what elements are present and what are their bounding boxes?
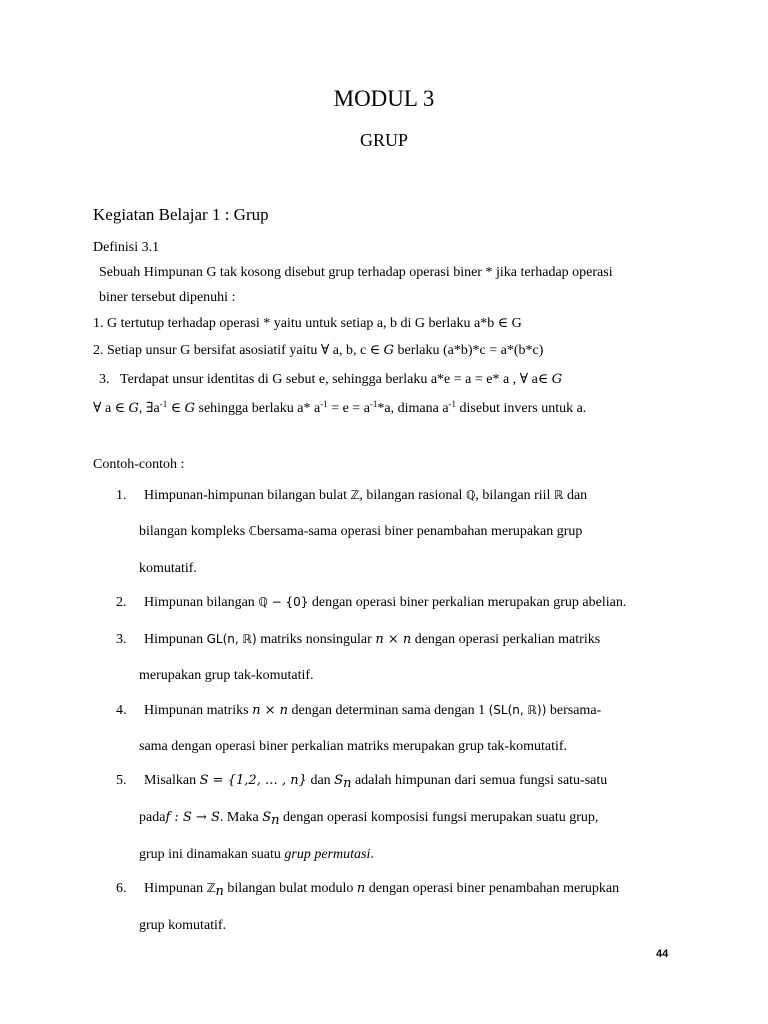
rationals-symbol: ℚ [465, 488, 476, 502]
example-5 [116, 773, 607, 789]
example-text: pada [139, 810, 166, 825]
page-title: MODUL 3 [333, 86, 435, 111]
example-5-line-2 [139, 810, 598, 826]
axiom-associativity [93, 342, 543, 359]
inverse-superscript: -1 [448, 399, 457, 409]
example-6-line-2: grup komutatif. [139, 918, 227, 933]
axiom-associativity-text-a: 2. Setiap unsur G bersifat asosiatif yaitu ∀ a, b, c ∈ [93, 343, 384, 358]
math-expression: S = {1,2, … , n} [199, 773, 307, 788]
example-text: bersama- [546, 703, 602, 718]
example-text: bilangan bulat modulo [223, 881, 357, 896]
set-g-symbol: G [551, 372, 563, 387]
example-5-line-3 [139, 847, 374, 863]
math-expression: (SL(n, ℝ)) [488, 703, 547, 717]
inverse-text-2: , ∃a [138, 401, 160, 416]
inverse-superscript: -1 [159, 399, 168, 409]
example-text: grup ini dinamakan suatu [139, 847, 285, 862]
example-number: 2. [116, 595, 127, 610]
definition-intro-line-1: Sebuah Himpunan G tak kosong disebut grup terhadap operasi biner * jika terhadap operasi [99, 265, 613, 280]
math-subscript: n [343, 776, 352, 791]
axiom-identity-text: Terdapat unsur identitas di G sebut e, sehingga berlaku a*e = a = e* a , ∀ a∈ [120, 372, 552, 387]
example-text: Himpunan matriks [144, 703, 253, 718]
math-expression: ℚ − {0} [258, 595, 309, 609]
math-expression: n × n [375, 632, 412, 647]
complex-symbol: ℂ [248, 524, 258, 538]
inverse-text-7: disebut invers untuk a. [456, 401, 587, 416]
math-expression: S [262, 810, 272, 825]
example-number: 3. [116, 632, 127, 647]
example-text: dengan operasi perkalian matriks [411, 632, 601, 647]
example-text: Himpunan [144, 881, 207, 896]
example-1-line-2 [139, 524, 582, 540]
axiom-inverse [93, 400, 586, 417]
math-expression: n [356, 881, 366, 896]
example-text: . Maka [219, 810, 263, 825]
example-number: 1. [116, 488, 127, 503]
example-text: bersama-sama operasi biner penambahan merupakan grup [257, 524, 583, 539]
example-text: Misalkan [144, 773, 200, 788]
example-3-line-2: merupakan grup tak-komutatif. [139, 668, 314, 683]
example-text: Himpunan-himpunan bilangan bulat [144, 488, 351, 503]
integers-symbol: ℤ [206, 881, 216, 895]
example-text: dan [306, 773, 335, 788]
inverse-text-5: = e = a [327, 401, 370, 416]
inverse-text-1: ∀ a ∈ [93, 401, 129, 416]
set-g-symbol: G [383, 343, 394, 358]
inverse-text-4: sehingga berlaku a* a [195, 401, 321, 416]
page-subtitle: GRUP [359, 130, 408, 150]
math-expression: n × n [252, 703, 289, 718]
example-text: dengan operasi komposisi fungsi merupakan suatu grup, [279, 810, 599, 825]
examples-heading: Contoh-contoh : [93, 457, 185, 472]
emphasized-term: grup permutasi [284, 847, 371, 862]
example-text: , bilangan riil [475, 488, 554, 503]
example-number: 4. [116, 703, 127, 718]
example-text: bilangan kompleks [139, 524, 249, 539]
inverse-superscript: -1 [369, 399, 378, 409]
axiom-associativity-text-b: berlaku (a*b)*c = a*(b*c) [393, 343, 544, 358]
axiom-identity [99, 371, 562, 388]
math-subscript: n [215, 884, 224, 899]
inverse-text-6: *a, dimana a [377, 401, 449, 416]
example-text: dengan operasi biner perkalian merupakan grup abelian. [308, 595, 627, 610]
example-text: Himpunan [144, 632, 207, 647]
set-g-symbol: G [128, 401, 139, 416]
axiom-identity-number: 3. [99, 372, 110, 387]
example-1-line-3: komutatif. [139, 561, 197, 576]
example-text: matriks nonsingular [256, 632, 376, 647]
example-1 [116, 488, 587, 504]
set-g-symbol: G [184, 401, 195, 416]
inverse-superscript: -1 [320, 399, 328, 409]
example-number: 6. [116, 881, 127, 896]
example-text: , bilangan rasional [359, 488, 466, 503]
example-2 [116, 595, 626, 611]
example-text: . [370, 847, 374, 862]
example-text: adalah himpunan dari semua fungsi satu-satu [351, 773, 608, 788]
example-3 [116, 632, 600, 648]
reals-symbol: ℝ [553, 488, 564, 502]
example-4 [116, 703, 601, 719]
math-expression: S [334, 773, 344, 788]
example-number: 5. [116, 773, 127, 788]
math-subscript: n [271, 813, 280, 828]
section-heading: Kegiatan Belajar 1 : Grup [93, 205, 269, 224]
example-4-line-2: sama dengan operasi biner perkalian matriks merupakan grup tak-komutatif. [139, 739, 568, 754]
example-text: Himpunan bilangan [144, 595, 259, 610]
page-number: 44 [656, 948, 669, 960]
math-expression: f : S → S [165, 810, 220, 825]
axiom-closure: 1. G tertutup terhadap operasi * yaitu untuk setiap a, b di G berlaku a*b ∈ G [93, 316, 522, 331]
example-text: dengan operasi biner penambahan merupkan [365, 881, 620, 896]
inverse-text-3: ∈ [167, 401, 185, 416]
definition-intro-line-2: biner tersebut dipenuhi : [99, 290, 236, 305]
integers-symbol: ℤ [350, 488, 360, 502]
math-expression: GL(n, ℝ) [206, 632, 257, 646]
definition-heading: Definisi 3.1 [93, 240, 160, 255]
example-text: dengan determinan sama dengan 1 [288, 703, 489, 718]
example-text: dan [563, 488, 588, 503]
example-6 [116, 881, 619, 897]
